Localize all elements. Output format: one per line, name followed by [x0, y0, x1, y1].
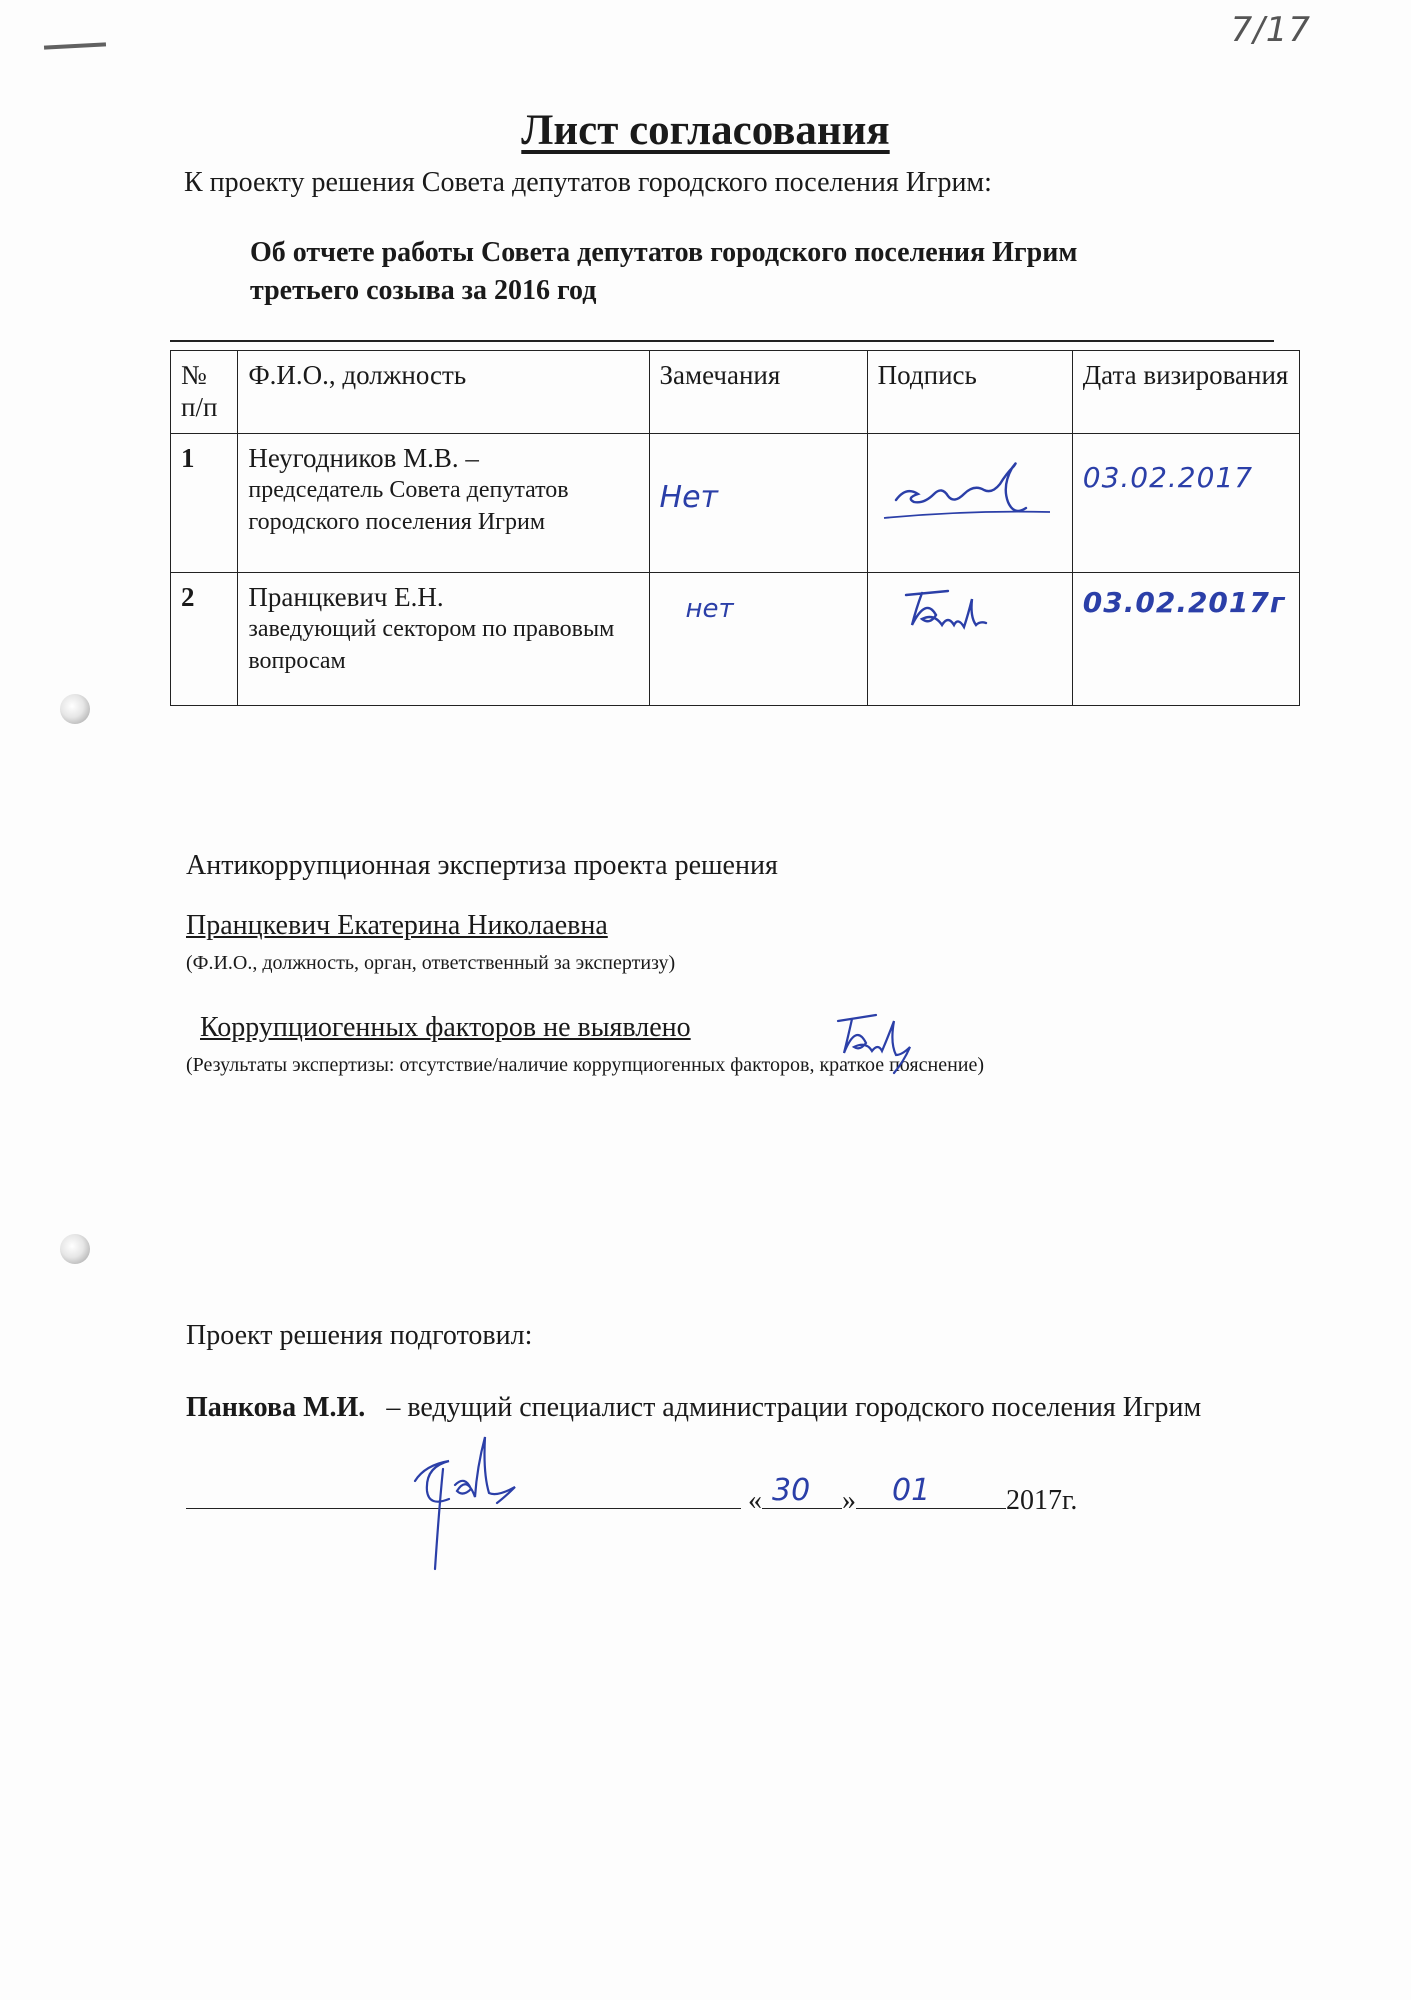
row-fio [238, 434, 649, 573]
subject-line-2: третьего созыва за 2016 год [250, 275, 597, 306]
signature-date-row [186, 1473, 1078, 1517]
row-signature [867, 434, 1072, 573]
header-num: № п/п [171, 351, 238, 434]
handwritten-remark: Нет [659, 480, 719, 515]
expert-name: Пранцкевич Екатерина Николаевна [186, 910, 608, 941]
row-remark [649, 434, 867, 573]
table-header-row [171, 351, 1300, 434]
preparer-position: – ведущий специалист администрации городского поселения Игрим [386, 1392, 1202, 1423]
preparer-signature [395, 1425, 545, 1575]
person-name: Неугодников М.В. – [248, 443, 479, 473]
result-note: (Результаты экспертизы: отсутствие/наличие коррупциогенных факторов, краткое пояснение) [186, 1054, 985, 1076]
page-title: Лист согласования [521, 107, 890, 154]
handwritten-day: 30 [772, 1473, 811, 1508]
approval-table [170, 350, 1300, 706]
month-blank [856, 1473, 1006, 1509]
row-remark [649, 573, 867, 706]
table-row [171, 434, 1300, 573]
handwritten-month: 01 [892, 1473, 931, 1508]
preparer-name: Панкова М.И. [186, 1392, 366, 1423]
row-date [1072, 434, 1299, 573]
divider [170, 340, 1274, 342]
row-number: 2 [171, 573, 238, 706]
page-number: 7/17 [1230, 10, 1311, 50]
handwritten-date: 03.02.2017г [1082, 586, 1286, 619]
expert-signature [830, 1005, 940, 1075]
document-subject [250, 234, 1250, 310]
row-date [1072, 573, 1299, 706]
person-position: председатель Совета депутатов городского поселения Игрим [248, 477, 569, 535]
close-quote: » [842, 1485, 856, 1516]
open-quote: « [748, 1485, 762, 1516]
handwritten-signature [878, 442, 1058, 542]
header-date: Дата визирования [1072, 351, 1299, 434]
project-subtitle: К проекту решения Совета депутатов городского поселения Игрим: [184, 167, 992, 198]
anticorruption-heading: Антикоррупционная экспертиза проекта решения [186, 850, 778, 881]
person-name: Пранцкевич Е.Н. [248, 582, 444, 612]
day-blank [762, 1473, 842, 1509]
row-number: 1 [171, 434, 238, 573]
row-fio [238, 573, 649, 706]
punch-hole [60, 694, 90, 724]
handwritten-date: 03.02.2017 [1082, 461, 1254, 494]
punch-hole [60, 1234, 90, 1264]
expertise-result: Коррупциогенных факторов не выявлено [200, 1012, 691, 1043]
corner-mark [44, 42, 106, 49]
preparer-line [186, 1392, 1201, 1424]
person-position: заведующий сектором по правовым вопросам [248, 616, 615, 674]
handwritten-signature [878, 581, 1058, 641]
table-row [171, 573, 1300, 706]
prepared-heading: Проект решения подготовил: [186, 1320, 533, 1351]
row-signature [867, 573, 1072, 706]
header-remarks: Замечания [649, 351, 867, 434]
header-fio: Ф.И.О., должность [238, 351, 649, 434]
header-signature: Подпись [867, 351, 1072, 434]
expert-note: (Ф.И.О., должность, орган, ответственный за экспертизу) [186, 952, 676, 974]
year-text: 2017г. [1006, 1485, 1078, 1516]
subject-line-1: Об отчете работы Совета депутатов городского поселения Игрим [250, 237, 1078, 268]
handwritten-remark: нет [685, 594, 734, 624]
